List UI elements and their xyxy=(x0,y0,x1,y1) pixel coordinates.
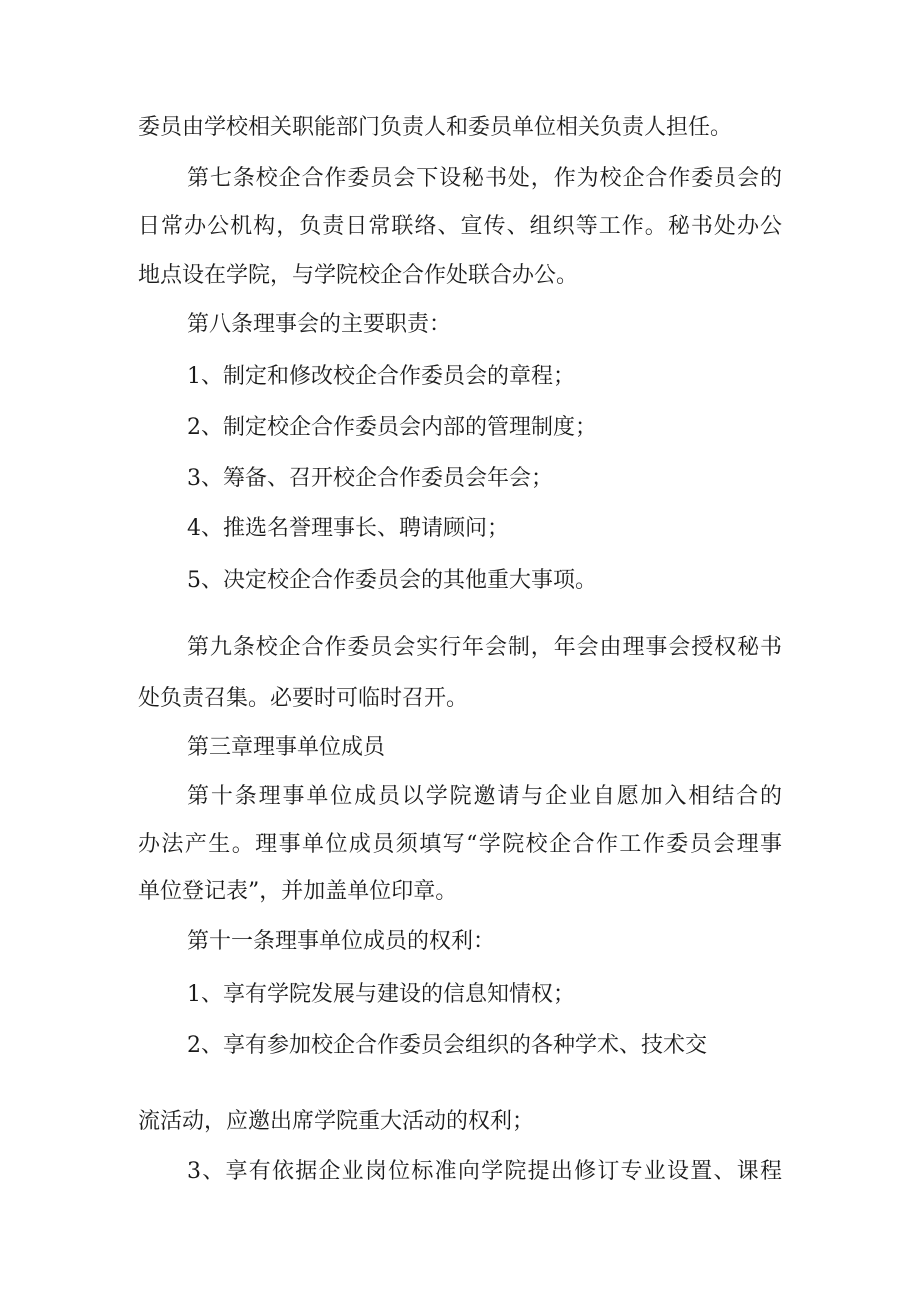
list-item: 2、享有参加校企合作委员会组织的各种学术、技术交 xyxy=(187,1033,707,1058)
list-item: 1、享有学院发展与建设的信息知情权； xyxy=(187,982,575,1007)
article-8-heading: 第八条理事会的主要职责： xyxy=(187,312,452,337)
article-11-heading: 第十一条理事单位成员的权利： xyxy=(187,929,496,954)
paragraph-line: 地点设在学院，与学院校企合作处联合办公。 xyxy=(138,263,579,288)
paragraph-line: 委员由学校相关职能部门负责人和委员单位相关负责人担任。 xyxy=(138,115,733,140)
paragraph-line: 流活动，应邀出席学院重大活动的权利； xyxy=(138,1109,535,1134)
paragraph-line: 处负责召集。必要时可临时召开。 xyxy=(138,686,469,711)
list-item: 3、筹备、召开校企合作委员会年会； xyxy=(187,466,553,491)
article-10-line: 第十条理事单位成员以学院邀请与企业自愿加入相结合的 xyxy=(187,784,782,809)
paragraph-line: 办法产生。理事单位成员须填写“学院校企合作工作委员会理事 xyxy=(138,832,782,857)
chapter-heading: 第三章理事单位成员 xyxy=(187,735,386,760)
paragraph-line: 单位登记表”，并加盖单位印章。 xyxy=(138,879,458,904)
paragraph-line: 日常办公机构，负责日常联络、宣传、组织等工作。秘书处办公 xyxy=(138,214,782,239)
list-item: 4、推选名誉理事长、聘请顾问； xyxy=(187,516,509,541)
list-item: 1、制定和修改校企合作委员会的章程； xyxy=(187,364,575,389)
list-item: 5、决定校企合作委员会的其他重大事项。 xyxy=(187,568,597,593)
list-item: 2、制定校企合作委员会内部的管理制度； xyxy=(187,415,597,440)
article-9-line: 第九条校企合作委员会实行年会制，年会由理事会授权秘书 xyxy=(187,635,782,660)
list-item: 3、享有依据企业岗位标准向学院提出修订专业设置、课程 xyxy=(187,1159,782,1184)
article-7-line: 第七条校企合作委员会下设秘书处，作为校企合作委员会的 xyxy=(187,166,782,191)
